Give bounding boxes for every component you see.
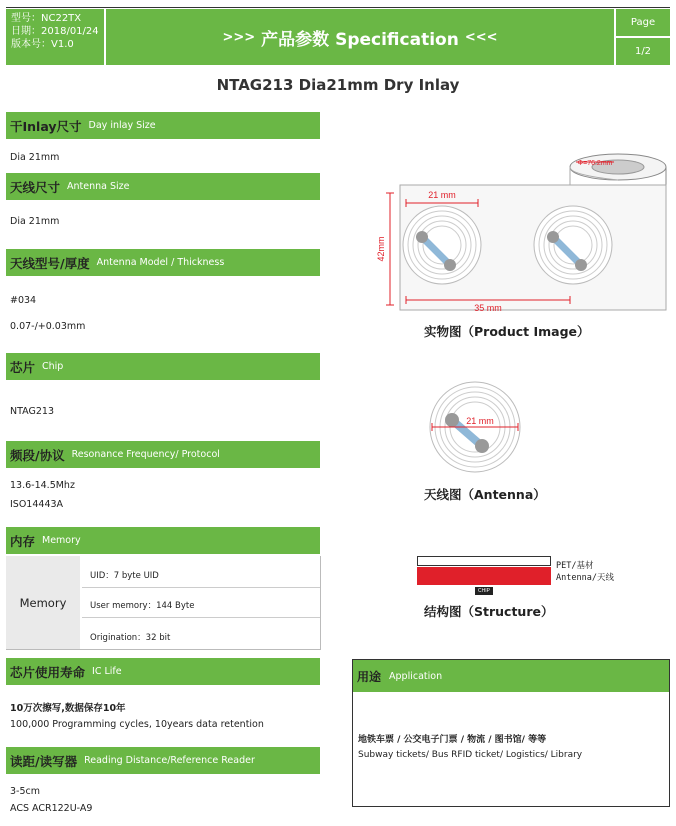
- memory-user: User memory：144 Byte: [90, 601, 195, 611]
- section-inlay-size: [6, 112, 320, 139]
- section-ic-life: [6, 658, 320, 685]
- section-title-en: Antenna Size: [67, 181, 130, 192]
- protocol-value: ISO14443A: [10, 499, 64, 510]
- section-chip: [6, 353, 320, 380]
- section-title-en: Resonance Frequency/ Protocol: [71, 449, 220, 460]
- page-number: 1/2: [616, 38, 670, 65]
- document-title: NTAG213 Dia21mm Dry Inlay: [216, 76, 460, 94]
- height-dim-label: 42mm: [376, 236, 386, 262]
- structure-label-antenna: Antenna/天线: [556, 573, 614, 583]
- ic-life-zh: 10万次擦写,数据保存10年: [10, 703, 126, 714]
- chip-value: NTAG213: [10, 406, 54, 417]
- structure-chip: CHIP: [475, 587, 493, 595]
- inlay-1: [403, 206, 481, 284]
- structure-caption: 结构图（Structure）: [424, 604, 554, 619]
- page-label: Page: [616, 9, 670, 36]
- application-header: [353, 660, 669, 692]
- section-title-en: Chip: [42, 361, 64, 372]
- memory-uid: UID：7 byte UID: [90, 571, 159, 581]
- section-frequency: [6, 441, 320, 468]
- section-title-en: IC Life: [92, 666, 122, 677]
- application-text-zh: 地铁车票 / 公交电子门票 / 物流 / 图书馆/ 等等: [358, 735, 547, 745]
- table-divider: [82, 587, 320, 588]
- doc-version: 版本号：V1.0: [11, 39, 74, 50]
- reading-distance-value: 3-5cm: [10, 786, 40, 797]
- ic-life-en: 100,000 Programming cycles, 10years data retention: [10, 719, 264, 730]
- inlay-size-value: Dia 21mm: [10, 152, 60, 163]
- antenna-size-value: Dia 21mm: [10, 216, 60, 227]
- section-antenna-size: [6, 173, 320, 200]
- doc-meta-block: [6, 9, 104, 65]
- section-title-en: Day inlay Size: [88, 120, 156, 131]
- inlay-2: [534, 206, 612, 284]
- table-divider: [82, 617, 320, 618]
- structure-layer-pet: [417, 556, 551, 566]
- section-antenna-model: [6, 249, 320, 276]
- product-image-figure: [370, 145, 670, 320]
- application-title-zh: 用途: [357, 669, 382, 684]
- roll-dim-label: Φ=76.2mm: [577, 160, 613, 167]
- section-title-zh: 读距/读写器: [10, 753, 78, 769]
- section-title-zh: 内存: [10, 533, 36, 549]
- antenna-dim-label: 21 mm: [466, 416, 494, 426]
- section-title-zh: 天线型号/厚度: [10, 255, 90, 271]
- section-title-en: Antenna Model / Thickness: [96, 257, 225, 268]
- section-title-zh: 干Inlay尺寸: [10, 118, 82, 134]
- header-title: 产品参数 Specification: [261, 29, 459, 50]
- antenna-caption: 天线图（Antenna）: [424, 487, 546, 502]
- section-title-zh: 天线尺寸: [10, 179, 61, 195]
- model-number: 型号：NC22TX: [11, 13, 82, 24]
- section-title-zh: 芯片: [10, 359, 36, 375]
- reference-reader-value: ACS ACR122U-A9: [10, 803, 93, 814]
- product-image-caption: 实物图（Product Image）: [424, 324, 590, 339]
- arrows-left: >>>: [222, 29, 256, 45]
- application-title-en: Application: [389, 670, 443, 682]
- arrows-right: <<<: [464, 29, 498, 45]
- pitch-dim-label: 35 mm: [474, 303, 502, 313]
- section-title-zh: 频段/协议: [10, 447, 65, 463]
- antenna-model-value: #034: [10, 295, 37, 306]
- section-title-en: Memory: [42, 535, 81, 546]
- section-title-zh: 芯片使用寿命: [10, 664, 86, 680]
- memory-label: Memory: [6, 556, 80, 649]
- structure-label-pet: PET/基材: [556, 561, 594, 571]
- doc-date: 日期：2018/01/24: [11, 26, 99, 37]
- section-title-en: Reading Distance/Reference Reader: [84, 755, 255, 766]
- memory-origination: Origination：32 bit: [90, 633, 171, 643]
- antenna-thickness-value: 0.07-/+0.03mm: [10, 321, 86, 332]
- header-title-bar: [106, 9, 614, 65]
- frequency-value: 13.6-14.5Mhz: [10, 480, 75, 491]
- top-rule: [6, 7, 670, 8]
- section-memory: [6, 527, 320, 554]
- application-text-en: Subway tickets/ Bus RFID ticket/ Logistics/ Library: [358, 750, 583, 760]
- antenna-figure: [420, 372, 530, 482]
- width-dim-label: 21 mm: [428, 190, 456, 200]
- structure-layer-antenna: [417, 567, 551, 585]
- section-reader: [6, 747, 320, 774]
